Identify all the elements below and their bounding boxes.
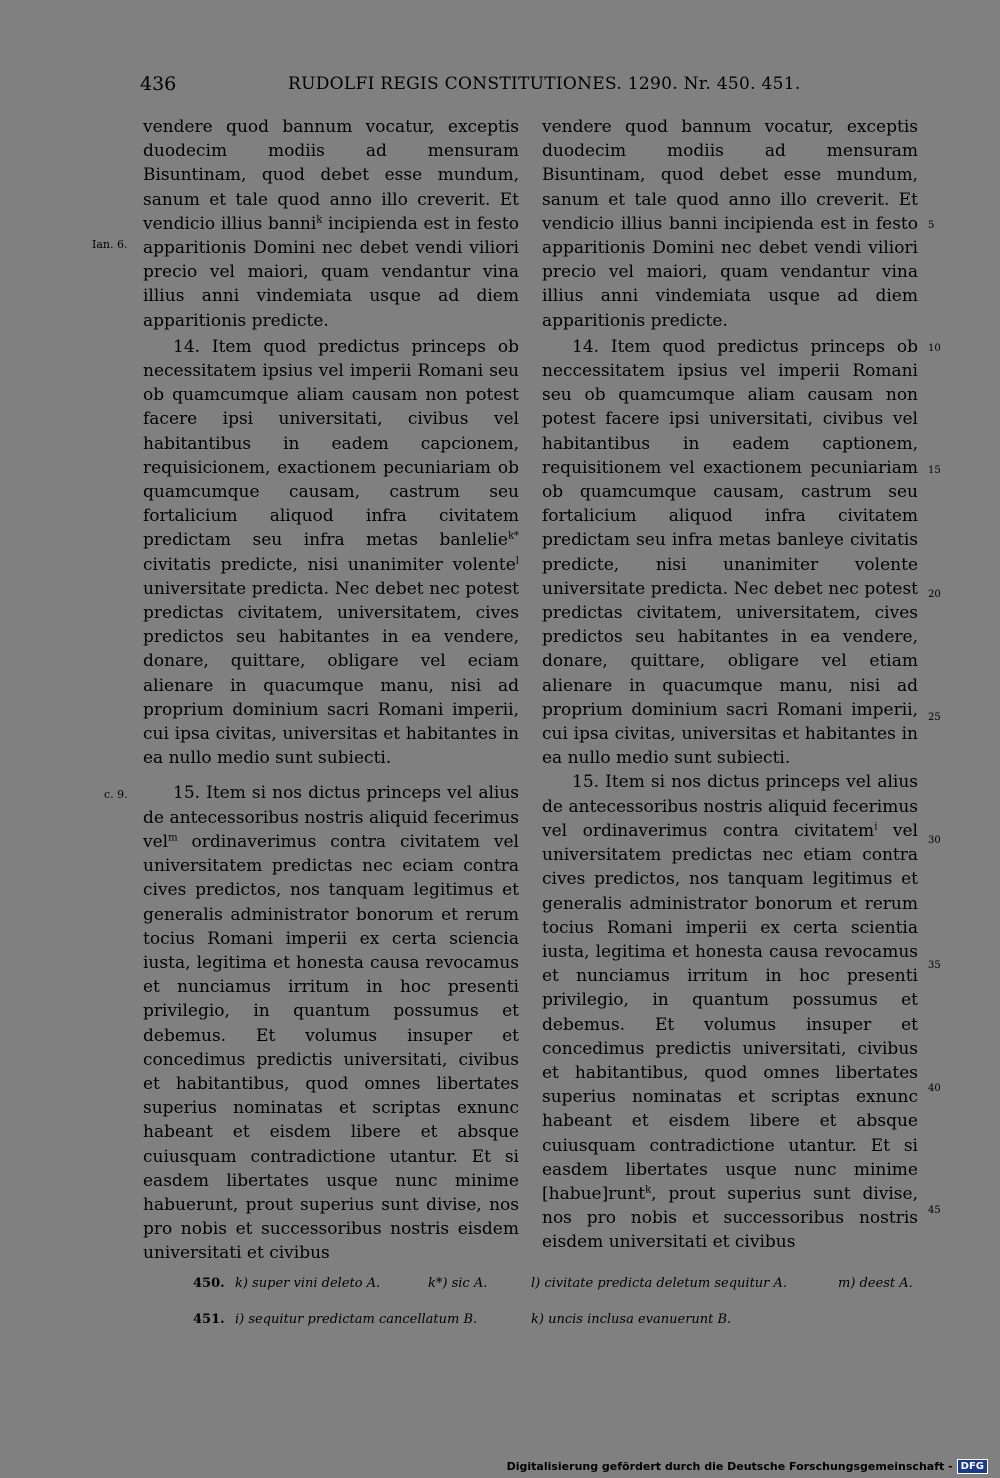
- footnote-i: i) sequitur predictam cancellatum B.: [235, 1312, 478, 1327]
- credit-text: Digitalisierung gefördert durch die Deutsche Forschungsgemeinschaft -: [506, 1460, 953, 1473]
- margin-note-date: Ian. 6.: [92, 238, 128, 251]
- right-paragraph-1: vendere quod bannum vocatur, exceptis duodecim modiis ad mensuram Bisuntinam, quod debet esse mundum, sanum et tale quod anno illo creverit. Et vendicio illius banni incipienda est in festo apparitionis Domini nec debet vendi viliori precio vel maiori, quam vendantur vina illius anni vindemiata usque ad diem apparitionis predicte.: [542, 117, 918, 331]
- line-number: 10: [928, 343, 941, 354]
- footnote-l: l) civitate predicta deletum sequitur A.: [531, 1276, 788, 1291]
- left-paragraph-14: 14. Item quod predictus princeps ob necessitatem ipsius vel imperii Romani seu ob quamcumque aliam causam non potest facere ipsi universitati, civibus vel habitantibus in eadem capcionem, requisicionem, exactionem pecuniariam ob quamcumque causam, castrum seu fortalicium aliquod infra civitatem predictam seu infra metas banlelie$^{k*}$ civitatis predicte, nisi unanimiter volente$^l$ universitate predicta. Nec debet nec potest predictas civitatem, universitatem, cives predictos seu habitantes in ea vendere, donare, quittare, obligare vel eciam alienare in quacumque manu, nisi ad proprium dominium sacri Romani imperii, cui ipsa civitas, universitas et habitantes in ea nullo medio sunt subiecti.: [143, 336, 519, 769]
- right-column-text: [542, 115, 918, 1255]
- right-paragraph-15: 15. Item si nos dictus princeps vel alius de antecessoribus nostris aliquid fecerimus vel ordinaverimus contra civitatem$^i$ vel universitatem predictas nec etiam contra cives predictos, nos tanquam legitimus et generalis administrator bonorum et rerum tocius Romani imperii ex certa scientia iusta, legitima et honesta causa revocamus et nunciamus irritum in hoc presenti privilegio, in quantum possumus et debemus. Et volumus insuper et concedimus predictis universitati, civibus et habitantibus, quod omnes libertates superius nominatas et scriptas exnunc habeant et eisdem libere et absque cuiusquam contradictione utantur. Et si easdem libertates usque nunc minime [habue]runt$^k$, prout superius sunt divise, nos pro nobis et successoribus nostris eisdem universitati et civibus: [542, 772, 918, 1253]
- digitization-credit: [507, 1459, 988, 1474]
- line-number: 5: [928, 220, 935, 231]
- footnote-kstar: k*) sic A.: [428, 1276, 488, 1291]
- left-paragraph-1: vendere quod bannum vocatur, exceptis duodecim modiis ad mensuram Bisuntinam, quod debet esse mundum, sanum et tale quod anno illo creverit. Et vendicio illius banni$^k$ incipienda est in festo apparitionis Domini nec debet vendi viliori precio vel maiori, quam vendantur vina illius anni vindemiata usque ad diem apparitionis predicte.: [143, 117, 519, 331]
- line-number: 45: [928, 1205, 941, 1216]
- line-number: 20: [928, 589, 941, 600]
- line-number: 30: [928, 835, 941, 846]
- margin-note-chapter: c. 9.: [104, 788, 128, 801]
- footnote-k: k) super vini deleto A.: [235, 1276, 381, 1291]
- line-number: 35: [928, 960, 941, 971]
- page-number: 436: [140, 73, 177, 95]
- page-header: [140, 72, 920, 96]
- footnote-m: m) deest A.: [838, 1276, 913, 1291]
- line-number: 25: [928, 712, 941, 723]
- dfg-logo: DFG: [957, 1459, 988, 1474]
- line-number: 40: [928, 1083, 941, 1094]
- footnote-row-451: [193, 1311, 933, 1329]
- line-number: 15: [928, 465, 941, 476]
- footnote-number: 451.: [193, 1312, 225, 1327]
- right-paragraph-14: 14. Item quod predictus princeps ob neccessitatem ipsius vel imperii Romani seu ob quamcumque aliam causam non potest facere ipsi universitati, civibus vel habitantibus in eadem captionem, requisitionem vel exactionem pecuniariam ob quamcumque causam, castrum seu fortalicium aliquod infra civitatem predictam seu infra metas banleye civitatis predicte, nisi unanimiter volente universitate predicta. Nec debet nec potest predictas civitatem, universitatem, cives predictos seu habitantes in ea vendere, donare, quittare, obligare vel etiam alienare in quacumque manu, nisi ad proprium dominium sacri Romani imperii, cui ipsa civitas, universitas et habitantes in ea nullo medio sunt subiecti.: [542, 336, 918, 769]
- left-paragraph-15: 15. Item si nos dictus princeps vel alius de antecessoribus nostris aliquid fecerimus vel$^m$ ordinaverimus contra civitatem vel universitatem predictas nec eciam contra cives predictos, nos tanquam legitimus et generalis administrator bonorum et rerum tocius Romani imperii ex certa sciencia iusta, legitima et honesta causa revocamus et nunciamus irritum in hoc presenti privilegio, in quantum possumus et debemus. Et volumus insuper et concedimus predictis universitati, civibus et habitantibus, quod omnes libertates superius nominatas et scriptas exnunc habeant et eisdem libere et absque cuiusquam contradictione utantur. Et si easdem libertates usque nunc minime habuerunt, prout superius sunt divise, nos pro nobis et successoribus nostris eisdem universitati et civibus: [143, 783, 519, 1264]
- footnote-row-450: [193, 1275, 933, 1293]
- running-title: RUDOLFI REGIS CONSTITUTIONES. 1290. Nr. 450. 451.: [288, 74, 801, 94]
- footnote-k: k) uncis inclusa evanuerunt B.: [531, 1312, 732, 1327]
- left-column-text: [143, 115, 519, 1266]
- footnote-number: 450.: [193, 1276, 225, 1291]
